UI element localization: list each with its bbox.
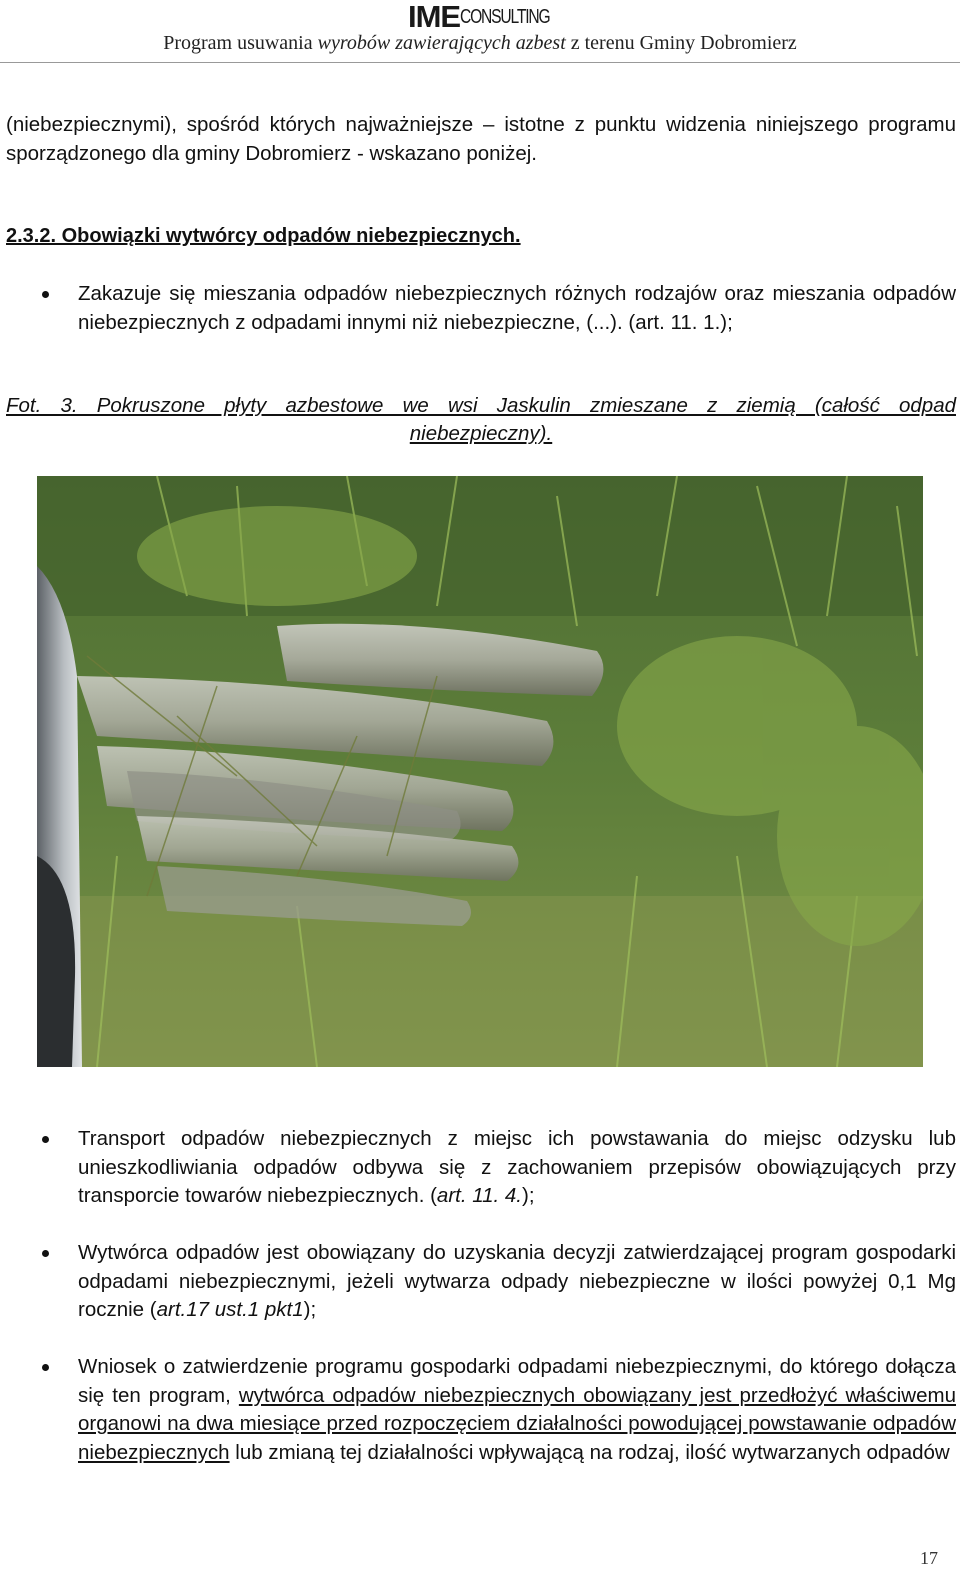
logo-sub: CONSULTING: [460, 6, 550, 28]
article-reference: art.17 ust.1 pkt1: [156, 1298, 304, 1321]
bullet-text-end: );: [522, 1184, 535, 1207]
document-title: [0, 32, 960, 55]
bullet-text-main: Transport odpadów niebezpiecznych z miejsc ich powstawania do miejsc odzysku lub unieszkodliwiania odpadów odbywa się z zachowaniem przepisów obowiązujących przy transporcie towarów niebezpiecznych. (: [78, 1127, 956, 1207]
figure-caption: [6, 392, 956, 448]
bullet-icon: [42, 1136, 49, 1143]
bullet-text-end: lub zmianą tej działalności wpływającą na rodzaj, ilość wytwarzanych odpadów: [229, 1440, 950, 1464]
bullet-icon: [42, 1250, 49, 1257]
bullet-text: Zakazuje się mieszania odpadów niebezpiecznych różnych rodzajów oraz mieszania odpadów niebezpiecznych z odpadami innymi niż niebezpieczne, (...). (art. 11. 1.);: [78, 282, 956, 334]
bullet-icon: [42, 291, 49, 298]
caption-line2: niebezpieczny).: [409, 422, 553, 445]
article-reference: art. 11. 4.: [436, 1184, 523, 1207]
header-divider: [0, 62, 960, 63]
bullet-text-start: Wniosek o zatwierdzenie programu gospodarki odpadami niebezpiecznymi, do którego dołącza się ten program,: [78, 1355, 956, 1407]
logo-main: IME: [408, 0, 461, 34]
page-number: 17: [920, 1548, 938, 1568]
title-italic: wyrobów zawierających azbest: [317, 32, 566, 54]
asbestos-photo: [37, 476, 923, 1067]
page-header: [0, 0, 960, 62]
company-logo: [408, 0, 568, 34]
bullet-text: [78, 1125, 956, 1211]
title-part1: Program usuwania: [163, 32, 318, 54]
intro-paragraph: (niebezpiecznymi), spośród których najważniejsze – istotne z punktu widzenia niniejszego programu sporządzonego dla gminy Dobromierz - wskazano poniżej.: [6, 113, 956, 165]
title-part2: z terenu Gminy Dobromierz: [565, 32, 797, 54]
bullet-text-end: );: [303, 1298, 317, 1321]
bullet-text-underlined: wytwórca odpadów niebezpiecznych obowiązany jest przedłożyć właściwemu organowi na dwa miesiące przed rozpoczęciem działalności powodującej powstawanie odpadów niebezpiecznych: [78, 1383, 956, 1464]
bullet-text: [78, 1353, 956, 1467]
bullet-text-main: Wytwórca odpadów jest obowiązany do uzyskania decyzji zatwierdzającej program gospodarki odpadami niebezpiecznymi, jeżeli wytwarza odpady niebezpieczne w ilości powyżej 0,1 Mg rocznie (: [78, 1241, 956, 1321]
bullet-text: [78, 1239, 956, 1325]
bullet-icon: [42, 1364, 49, 1371]
section-heading: 2.3.2. Obowiązki wytwórcy odpadów niebezpiecznych.: [6, 225, 521, 247]
caption-line1: Fot. 3. Pokruszone płyty azbestowe we wsi Jaskulin zmieszane z ziemią (całość odpad: [6, 394, 956, 417]
